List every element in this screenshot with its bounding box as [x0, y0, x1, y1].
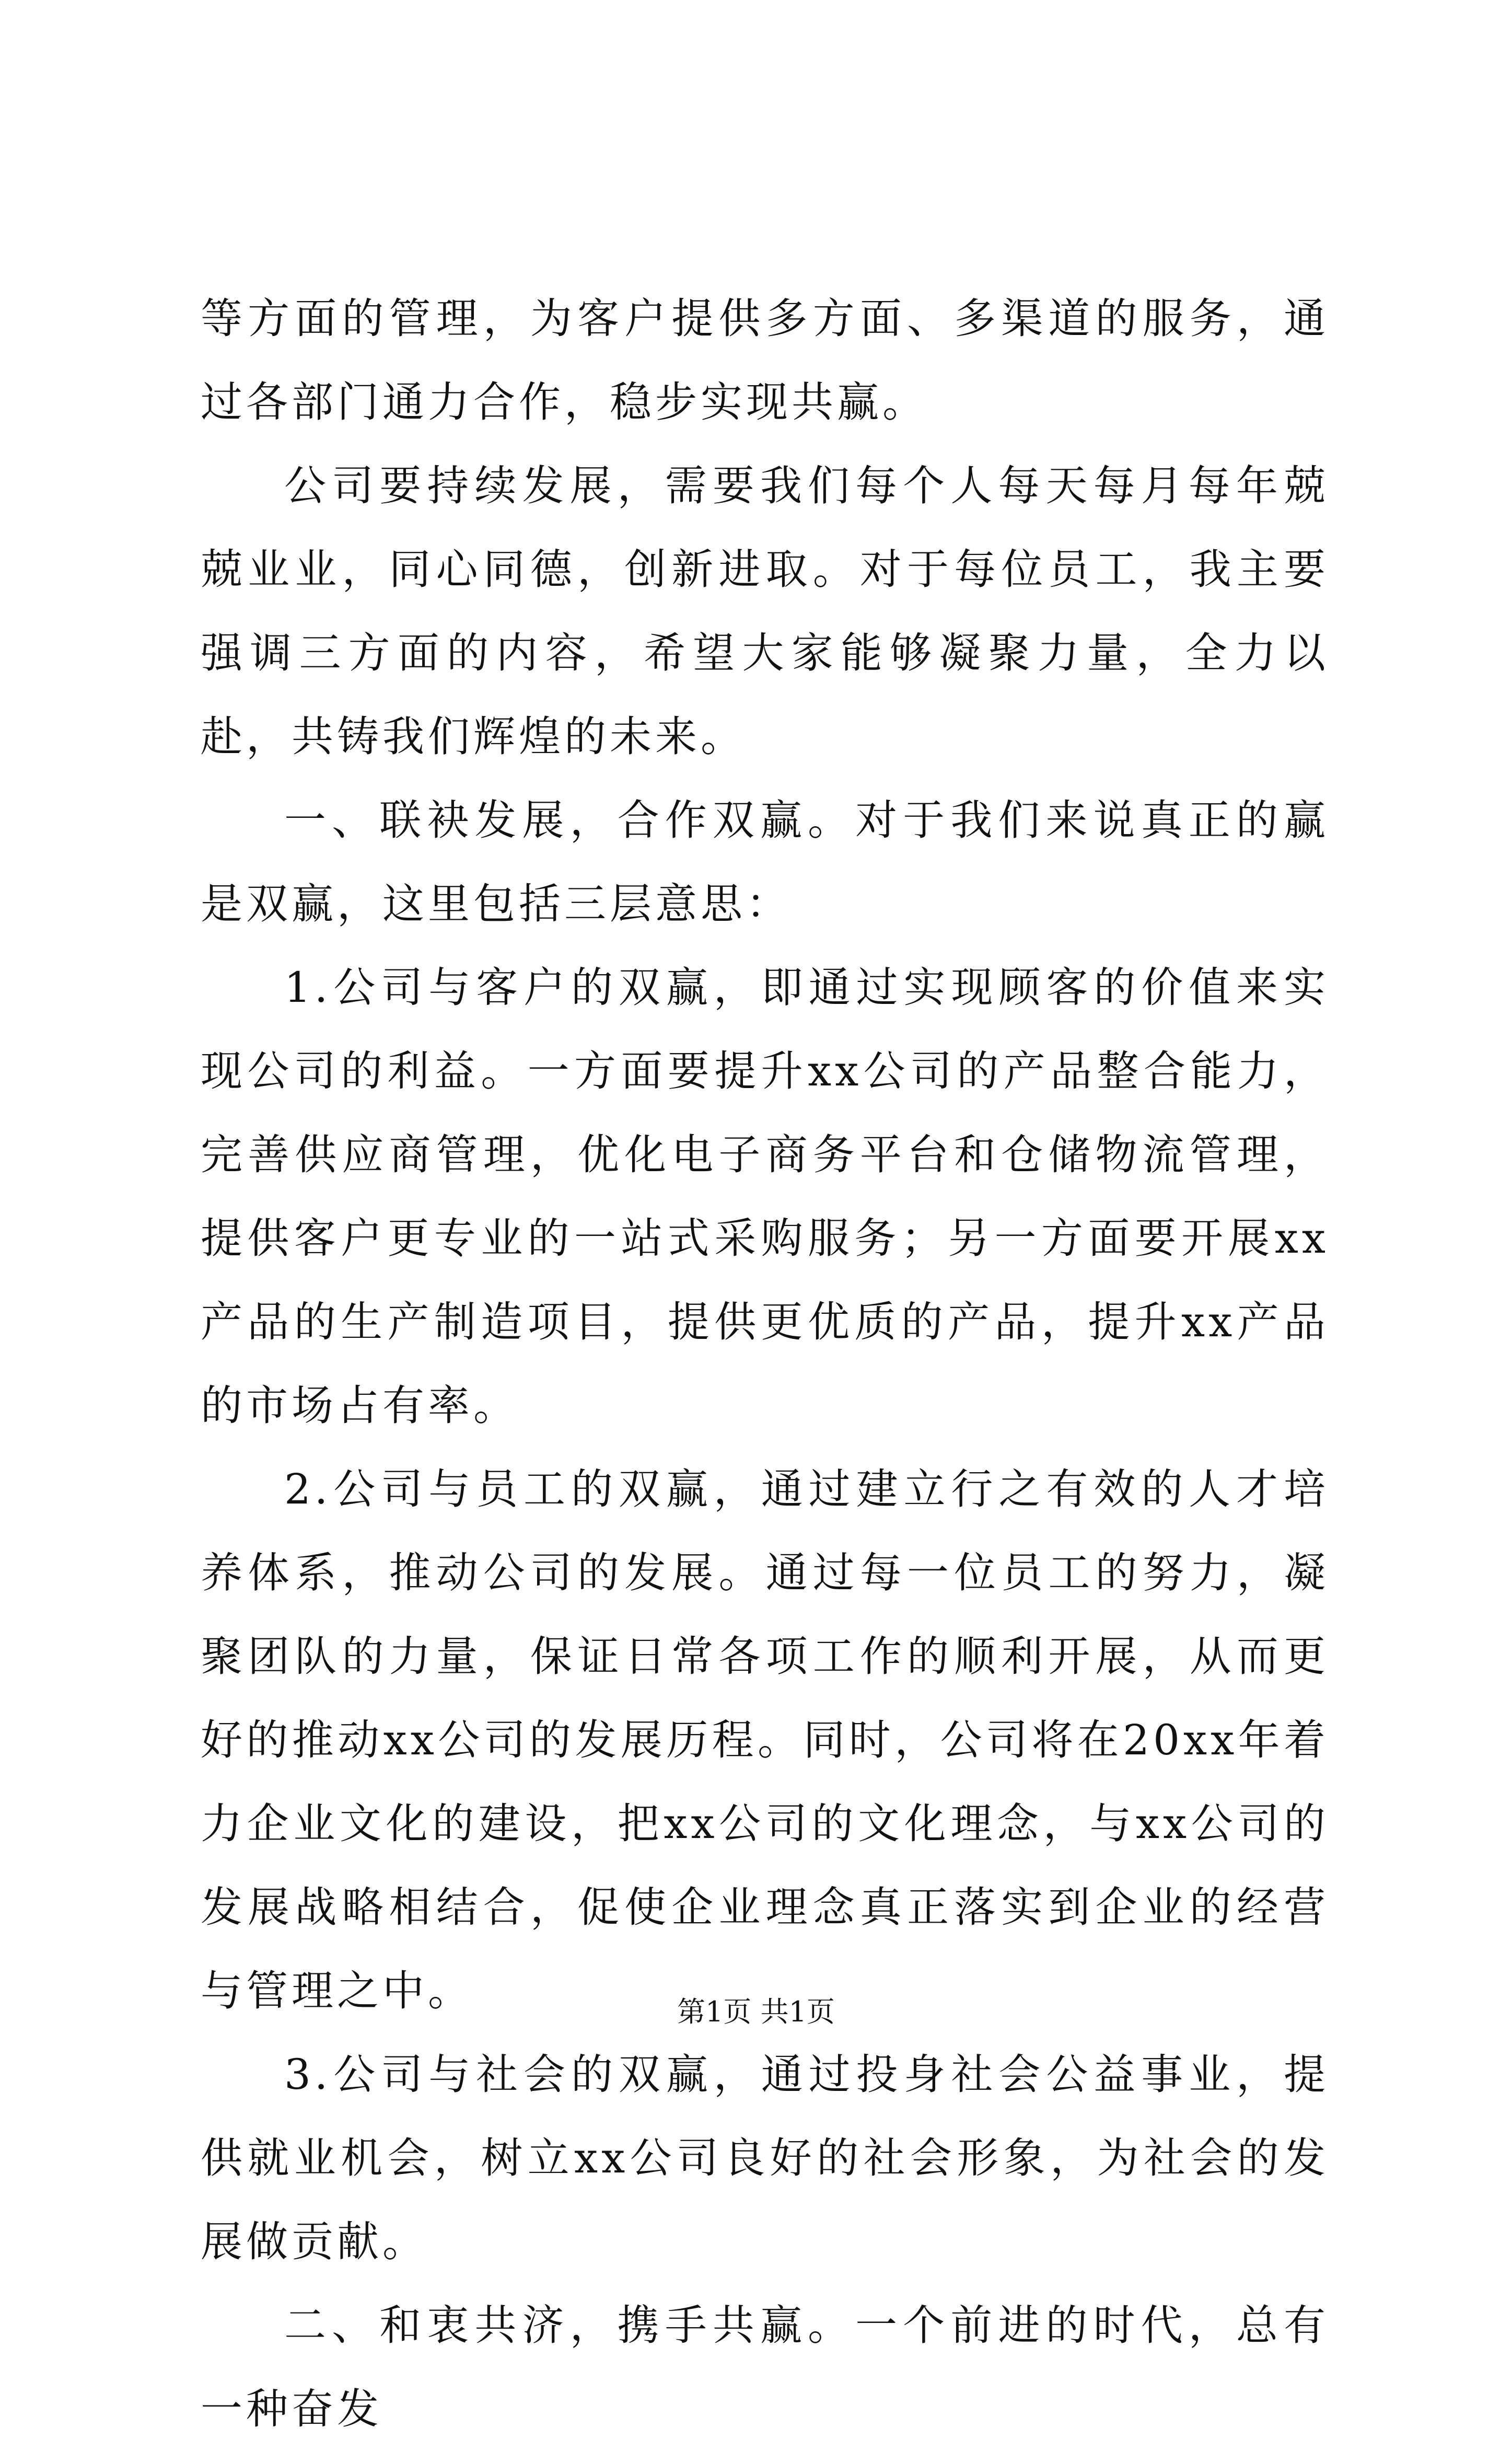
paragraph-company-development: 公司要持续发展，需要我们每个人每天每月每年兢兢业业，同心同德，创新进取。对于每位员工，我主要强调三方面的内容，希望大家能够凝聚力量，全力以赴，共铸我们辉煌的未来。 — [201, 461, 1329, 761]
paragraph-section-one-heading: 一、联袂发展，合作双赢。对于我们来说真正的赢是双赢，这里包括三层意思： — [201, 796, 1329, 928]
paragraph-continuation: 等方面的管理，为客户提供多方面、多渠道的服务，通过各部门通力合作，稳步实现共赢。 — [201, 294, 1329, 426]
document-body — [201, 277, 1329, 2451]
page-number-label: 第1页 共1页 — [677, 1995, 835, 2028]
paragraph-point-2: 2.公司与员工的双赢，通过建立行之有效的人才培养体系，推动公司的发展。通过每一位员工的努力，凝聚团队的力量，保证日常各项工作的顺利开展，从而更好的推动xx公司的发展历程。同时，公司将在20xx年着力企业文化的建设，把xx公司的文化理念，与xx公司的发展战略相结合，促使企业理念真正落实到企业的经营与管理之中。 — [201, 1465, 1329, 2015]
page-footer — [0, 1991, 1512, 2033]
paragraph-section-two-start: 二、和衷共济，携手共赢。一个前进的时代，总有一种奋发 — [201, 2301, 1329, 2433]
paragraph-point-3: 3.公司与社会的双赢，通过投身社会公益事业，提供就业机会，树立xx公司良好的社会形象，为社会的发展做贡献。 — [201, 2050, 1329, 2266]
paragraph-point-1: 1.公司与客户的双赢，即通过实现顾客的价值来实现公司的利益。一方面要提升xx公司的产品整合能力，完善供应商管理，优化电子商务平台和仓储物流管理，提供客户更专业的一站式采购服务；另一方面要开展xx产品的生产制造项目，提供更优质的产品，提升xx产品的市场占有率。 — [201, 963, 1329, 1430]
